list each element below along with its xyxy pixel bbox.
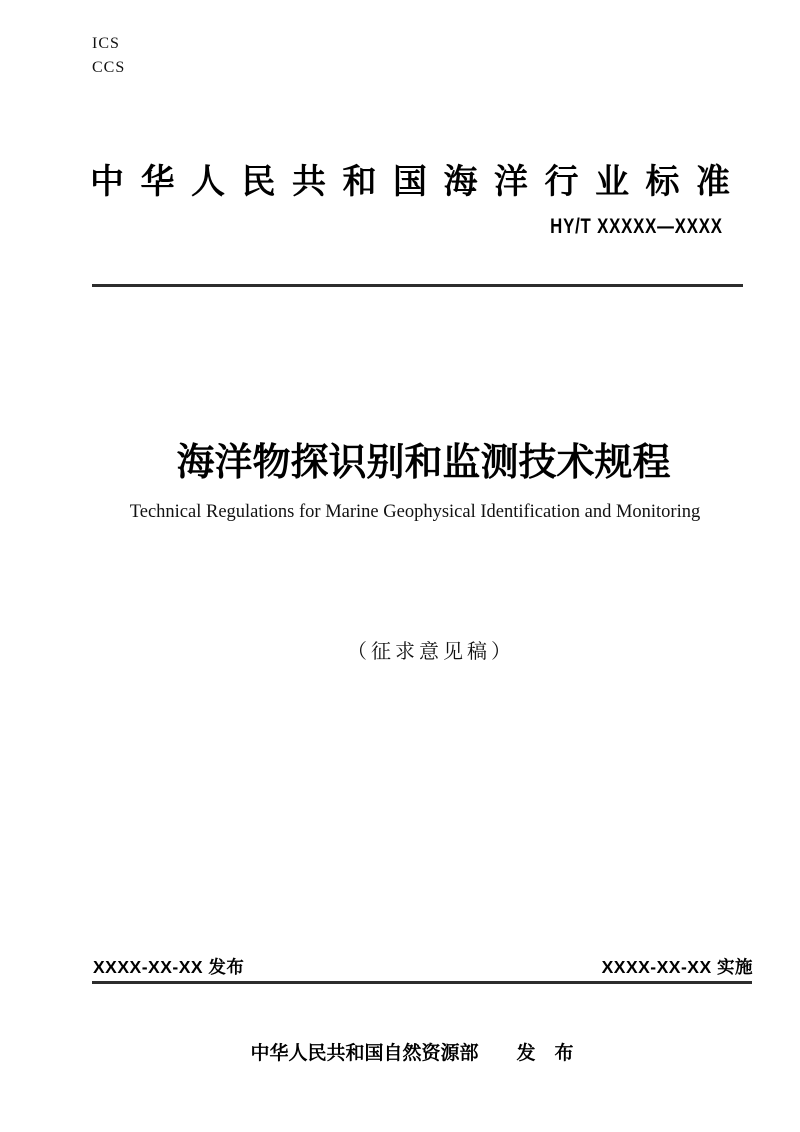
document-title-english: Technical Regulations for Marine Geophysical Identification and Monitoring xyxy=(129,502,701,522)
ics-label: ICS xyxy=(92,35,120,52)
document-title-chinese: 海洋物探识别和监测技术规程 xyxy=(176,442,671,484)
draft-for-comments-note: （征求意见稿） xyxy=(347,641,515,663)
publisher-line: 中华人民共和国自然资源部 发 布 xyxy=(250,1043,574,1064)
national-standard-header: 中华人民共和国海洋行业标准 xyxy=(90,163,747,201)
release-date: XXXX-XX-XX 发布 xyxy=(93,957,245,977)
top-rule xyxy=(92,284,743,287)
implement-date: XXXX-XX-XX 实施 xyxy=(601,957,753,977)
classification-codes xyxy=(92,32,125,80)
bottom-rule xyxy=(92,981,752,984)
standard-number: HY/T XXXXX—XXXX xyxy=(550,215,723,238)
ccs-label: CCS xyxy=(92,59,126,76)
